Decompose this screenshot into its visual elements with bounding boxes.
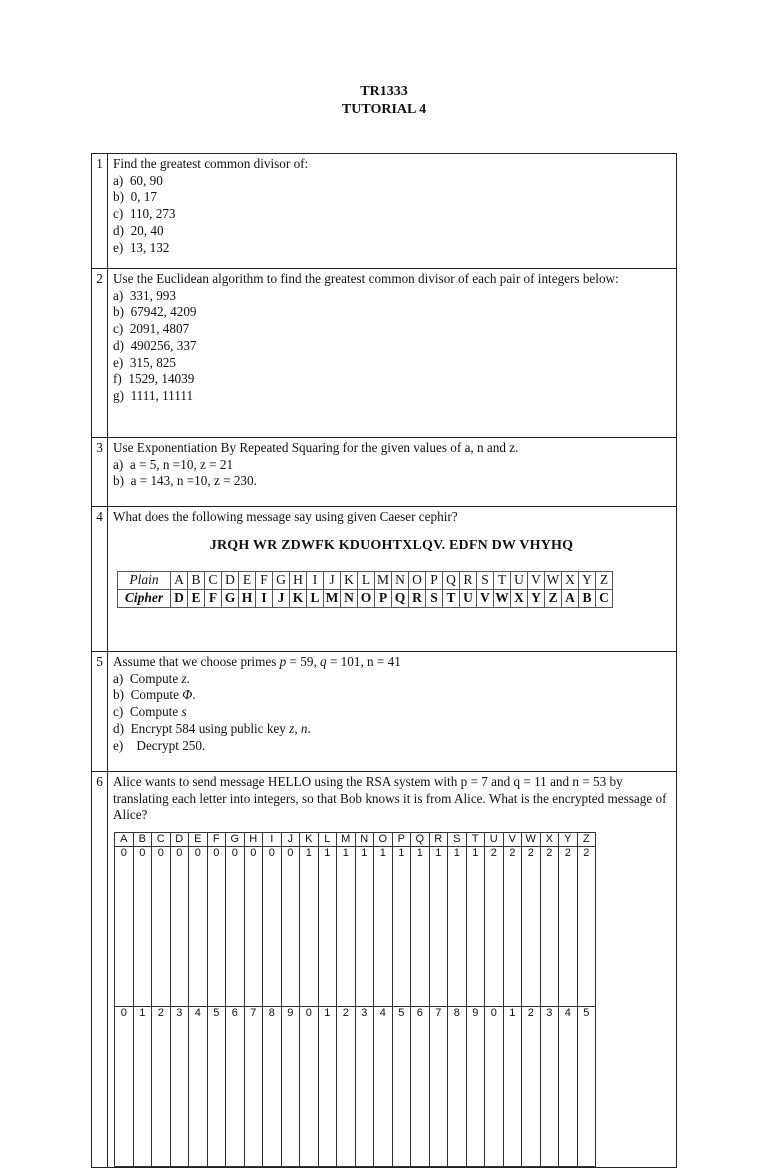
cipher-letter: L bbox=[307, 590, 324, 608]
var-q: q bbox=[320, 654, 327, 669]
question-item: a) 331, 993 bbox=[113, 287, 176, 303]
cipher-letter: I bbox=[256, 590, 273, 608]
letter-cell: S bbox=[448, 833, 467, 847]
cipher-letter: O bbox=[358, 590, 375, 608]
plain-letter: G bbox=[273, 572, 290, 590]
digit-cell: 2 bbox=[522, 847, 541, 1007]
digit-cell: 0 bbox=[226, 847, 245, 1007]
question-item: c) 2091, 4807 bbox=[113, 321, 190, 337]
digit-cell: 0 bbox=[485, 1007, 504, 1167]
digit-cell: 1 bbox=[503, 1007, 522, 1167]
question-number: 5 bbox=[92, 652, 108, 772]
item-text: . bbox=[307, 720, 311, 736]
question-item bbox=[113, 671, 670, 688]
digit-cell: 2 bbox=[522, 1007, 541, 1167]
question-item: e) Decrypt 250. bbox=[113, 737, 206, 753]
question-prompt: Find the greatest common divisor of: bbox=[113, 156, 309, 171]
var-z: z bbox=[289, 720, 295, 736]
letter-cell: M bbox=[337, 833, 356, 847]
digit-cell: 0 bbox=[244, 847, 263, 1007]
question-item: b) 67942, 4209 bbox=[113, 304, 197, 320]
q-value: = 101, n = 41 bbox=[326, 654, 401, 669]
plain-letter: D bbox=[222, 572, 239, 590]
item-text: . bbox=[186, 670, 190, 686]
cipher-letter: W bbox=[494, 590, 511, 608]
letter-cell: A bbox=[115, 833, 134, 847]
plain-letter: Y bbox=[579, 572, 596, 590]
cipher-letter: M bbox=[324, 590, 341, 608]
question-item: e) 13, 132 bbox=[113, 239, 170, 255]
plain-letter: A bbox=[171, 572, 188, 590]
question-prompt bbox=[113, 654, 670, 671]
item-text: d) Encrypt 584 using public key bbox=[113, 720, 290, 736]
cipher-letter: C bbox=[596, 590, 613, 608]
question-item: e) 315, 825 bbox=[113, 354, 176, 370]
plain-letter: H bbox=[290, 572, 307, 590]
letter-cell: V bbox=[503, 833, 522, 847]
question-row bbox=[92, 652, 677, 772]
digit-cell: 7 bbox=[429, 1007, 448, 1167]
digit-cell: 4 bbox=[559, 1007, 578, 1167]
digit-cell: 1 bbox=[133, 1007, 152, 1167]
item-text: c) Compute bbox=[113, 704, 182, 720]
digit-cell: 0 bbox=[207, 847, 226, 1007]
cipher-letter: U bbox=[460, 590, 477, 608]
plain-letter: U bbox=[511, 572, 528, 590]
digit-cell: 1 bbox=[392, 847, 411, 1007]
cipher-letter: D bbox=[171, 590, 188, 608]
plain-letter: S bbox=[477, 572, 494, 590]
cipher-letter: B bbox=[579, 590, 596, 608]
question-number: 6 bbox=[92, 772, 108, 1168]
question-item: c) 110, 273 bbox=[113, 206, 176, 222]
question-number: 3 bbox=[92, 438, 108, 507]
cipher-letter: X bbox=[511, 590, 528, 608]
ones-row bbox=[115, 1007, 596, 1167]
question-item: g) 1111, 11111 bbox=[113, 387, 194, 403]
digit-cell: 3 bbox=[540, 1007, 559, 1167]
cipher-letter: Z bbox=[545, 590, 562, 608]
letter-cell: K bbox=[300, 833, 319, 847]
digit-cell: 4 bbox=[189, 1007, 208, 1167]
plain-label: Plain bbox=[118, 572, 171, 590]
digit-cell: 2 bbox=[485, 847, 504, 1007]
var-s: s bbox=[181, 704, 187, 720]
cipher-message: JRQH WR ZDWFK KDUOHTXLQV. EDFN DW VHYHQ bbox=[209, 537, 574, 553]
question-item: f) 1529, 14039 bbox=[113, 371, 195, 387]
course-code: TR1333 bbox=[360, 84, 408, 99]
question-prompt: Use Exponentiation By Repeated Squaring for the given values of a, n and z. bbox=[113, 440, 519, 455]
question-items bbox=[113, 457, 670, 490]
digit-cell: 2 bbox=[503, 847, 522, 1007]
letter-cell: H bbox=[244, 833, 263, 847]
digit-cell: 3 bbox=[170, 1007, 189, 1167]
item-text: b) Compute bbox=[113, 687, 183, 703]
letter-cell: G bbox=[226, 833, 245, 847]
plain-letter: Z bbox=[596, 572, 613, 590]
question-body bbox=[108, 772, 677, 1168]
digit-cell: 8 bbox=[263, 1007, 282, 1167]
letter-cell: I bbox=[263, 833, 282, 847]
question-item bbox=[113, 721, 670, 738]
question-row bbox=[92, 438, 677, 507]
item-text: . bbox=[192, 687, 196, 703]
question-body bbox=[108, 154, 677, 269]
cipher-letter: Q bbox=[392, 590, 409, 608]
letter-cell: C bbox=[152, 833, 171, 847]
question-item: a) 60, 90 bbox=[113, 172, 163, 188]
letter-cell: X bbox=[540, 833, 559, 847]
var-n: n bbox=[300, 720, 308, 736]
digit-cell: 6 bbox=[411, 1007, 430, 1167]
digit-cell: 0 bbox=[115, 847, 134, 1007]
digit-cell: 0 bbox=[281, 847, 300, 1007]
cipher-letter: H bbox=[239, 590, 256, 608]
plain-letter: C bbox=[205, 572, 222, 590]
digit-cell: 0 bbox=[300, 1007, 319, 1167]
digit-cell: 0 bbox=[152, 847, 171, 1007]
digit-cell: 0 bbox=[189, 847, 208, 1007]
digit-cell: 2 bbox=[337, 1007, 356, 1167]
plain-letter: Q bbox=[443, 572, 460, 590]
letter-cell: T bbox=[466, 833, 485, 847]
digit-cell: 1 bbox=[374, 847, 393, 1007]
caesar-table bbox=[117, 571, 613, 608]
plain-letter: T bbox=[494, 572, 511, 590]
letter-cell: Z bbox=[577, 833, 596, 847]
plain-letter: P bbox=[426, 572, 443, 590]
letter-cell: D bbox=[170, 833, 189, 847]
question-row bbox=[92, 269, 677, 438]
var-z: z bbox=[181, 670, 187, 686]
question-item bbox=[113, 704, 670, 721]
digit-cell: 0 bbox=[115, 1007, 134, 1167]
question-prompt: Use the Euclidean algorithm to find the greatest common divisor of each pair of integers below: bbox=[113, 271, 619, 286]
plain-letter: X bbox=[562, 572, 579, 590]
digit-cell: 2 bbox=[577, 847, 596, 1007]
question-row bbox=[92, 507, 677, 652]
questions-table bbox=[91, 153, 677, 1168]
question-items bbox=[113, 173, 670, 257]
question-item: b) a = 143, n =10, z = 230. bbox=[113, 473, 257, 489]
question-prompt: Alice wants to send message HELLO using the RSA system with p = 7 and q = 11 and n = 53 by translating each letter into integers, so that Bob knows it is from Alice. What is the encrypted message of Alice? bbox=[113, 774, 667, 823]
plain-letter: W bbox=[545, 572, 562, 590]
question-number: 4 bbox=[92, 507, 108, 652]
digit-cell: 2 bbox=[540, 847, 559, 1007]
cipher-letter: N bbox=[341, 590, 358, 608]
letter-cell: O bbox=[374, 833, 393, 847]
letter-cell: L bbox=[318, 833, 337, 847]
letter-cell: J bbox=[281, 833, 300, 847]
question-number: 2 bbox=[92, 269, 108, 438]
digit-cell: 1 bbox=[355, 847, 374, 1007]
digit-cell: 0 bbox=[133, 847, 152, 1007]
cipher-letter: Y bbox=[528, 590, 545, 608]
digit-cell: 1 bbox=[466, 847, 485, 1007]
digit-cell: 1 bbox=[337, 847, 356, 1007]
question-body bbox=[108, 507, 677, 652]
plain-letter: V bbox=[528, 572, 545, 590]
digit-cell: 6 bbox=[226, 1007, 245, 1167]
question-row bbox=[92, 772, 677, 1168]
cipher-letter: K bbox=[290, 590, 307, 608]
digit-cell: 1 bbox=[300, 847, 319, 1007]
letter-cell: N bbox=[355, 833, 374, 847]
digit-cell: 3 bbox=[355, 1007, 374, 1167]
letter-number-table bbox=[114, 832, 596, 1167]
question-item: a) a = 5, n =10, z = 21 bbox=[113, 456, 234, 472]
cipher-letter: S bbox=[426, 590, 443, 608]
letter-cell: B bbox=[133, 833, 152, 847]
digit-cell: 2 bbox=[559, 847, 578, 1007]
question-body bbox=[108, 652, 677, 772]
letters-row bbox=[115, 833, 596, 847]
var-phi: Φ bbox=[182, 687, 193, 703]
cipher-letter: V bbox=[477, 590, 494, 608]
letter-cell: E bbox=[189, 833, 208, 847]
digit-cell: 9 bbox=[466, 1007, 485, 1167]
digit-cell: 9 bbox=[281, 1007, 300, 1167]
digit-cell: 1 bbox=[411, 847, 430, 1007]
cipher-letter: R bbox=[409, 590, 426, 608]
plain-letter: M bbox=[375, 572, 392, 590]
cipher-letter: G bbox=[222, 590, 239, 608]
digit-cell: 4 bbox=[374, 1007, 393, 1167]
question-body bbox=[108, 269, 677, 438]
plain-letter: B bbox=[188, 572, 205, 590]
cipher-row bbox=[118, 590, 613, 608]
plain-letter: O bbox=[409, 572, 426, 590]
digit-cell: 0 bbox=[170, 847, 189, 1007]
prompt-text: Assume that we choose primes bbox=[113, 654, 280, 669]
plain-letter: L bbox=[358, 572, 375, 590]
cipher-letter: A bbox=[562, 590, 579, 608]
question-item: d) 490256, 337 bbox=[113, 337, 197, 353]
cipher-letter: E bbox=[188, 590, 205, 608]
digit-cell: 8 bbox=[448, 1007, 467, 1167]
letter-cell: R bbox=[429, 833, 448, 847]
question-item: d) 20, 40 bbox=[113, 222, 164, 238]
cipher-letter: F bbox=[205, 590, 222, 608]
plain-letter: F bbox=[256, 572, 273, 590]
cipher-letter: J bbox=[273, 590, 290, 608]
digit-cell: 2 bbox=[152, 1007, 171, 1167]
tens-row bbox=[115, 847, 596, 1007]
plain-letter: E bbox=[239, 572, 256, 590]
page-title: TUTORIAL 4 bbox=[341, 102, 427, 117]
digit-cell: 7 bbox=[244, 1007, 263, 1167]
digit-cell: 1 bbox=[429, 847, 448, 1007]
plain-letter: N bbox=[392, 572, 409, 590]
var-p: p bbox=[279, 654, 287, 669]
letter-cell: W bbox=[522, 833, 541, 847]
plain-letter: R bbox=[460, 572, 477, 590]
plain-letter: K bbox=[341, 572, 358, 590]
digit-cell: 1 bbox=[318, 1007, 337, 1167]
digit-cell: 1 bbox=[448, 847, 467, 1007]
plain-row bbox=[118, 572, 613, 590]
p-value: = 59, bbox=[286, 654, 321, 669]
question-number: 1 bbox=[92, 154, 108, 269]
question-item: b) 0, 17 bbox=[113, 189, 157, 205]
letter-cell: F bbox=[207, 833, 226, 847]
digit-cell: 1 bbox=[318, 847, 337, 1007]
letter-cell: Q bbox=[411, 833, 430, 847]
question-prompt: What does the following message say using given Caeser cephir? bbox=[113, 509, 458, 524]
digit-cell: 0 bbox=[263, 847, 282, 1007]
plain-letter: J bbox=[324, 572, 341, 590]
question-items bbox=[113, 288, 670, 405]
question-row bbox=[92, 154, 677, 269]
digit-cell: 5 bbox=[207, 1007, 226, 1167]
cipher-letter: P bbox=[375, 590, 392, 608]
cipher-label: Cipher bbox=[118, 590, 171, 608]
item-text: a) Compute bbox=[113, 670, 182, 686]
plain-letter: I bbox=[307, 572, 324, 590]
item-text: , bbox=[294, 720, 301, 736]
digit-cell: 5 bbox=[577, 1007, 596, 1167]
letter-cell: Y bbox=[559, 833, 578, 847]
question-body bbox=[108, 438, 677, 507]
digit-cell: 5 bbox=[392, 1007, 411, 1167]
letter-cell: U bbox=[485, 833, 504, 847]
letter-cell: P bbox=[392, 833, 411, 847]
question-item bbox=[113, 687, 670, 704]
cipher-letter: T bbox=[443, 590, 460, 608]
